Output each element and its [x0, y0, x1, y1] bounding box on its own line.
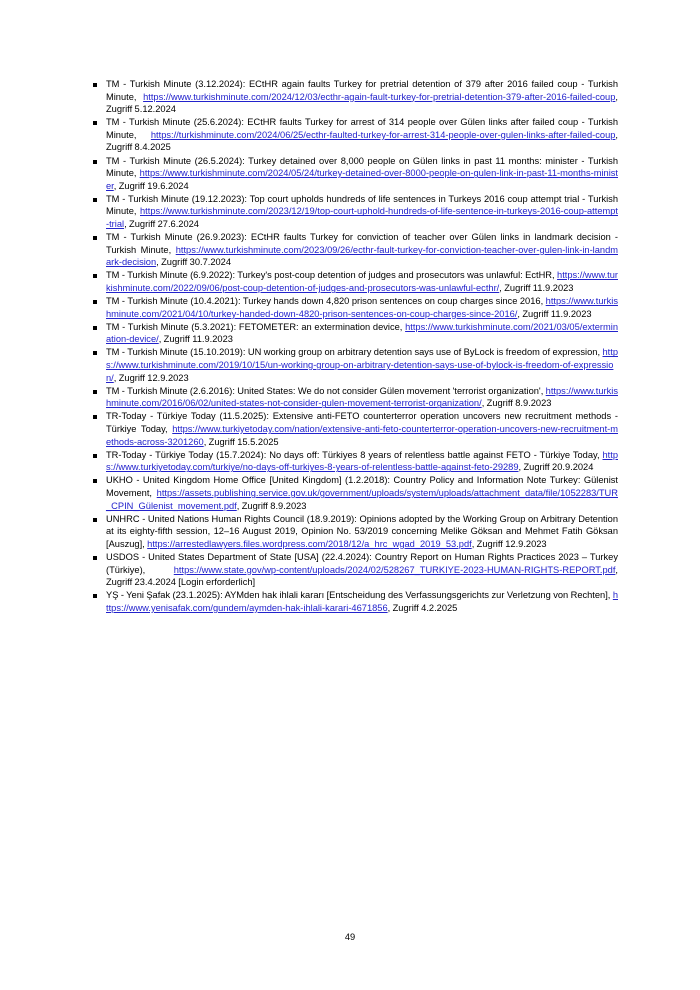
reference-access-note: , Zugriff 8.9.2023	[481, 398, 552, 409]
reference-link[interactable]: https://www.state.gov/wp-content/uploads/2024/02/528267_TURKIYE-2023-HUMAN-RIGHTS-REPORT.pdf	[173, 564, 616, 575]
reference-entry	[92, 474, 618, 512]
reference-link[interactable]: https://www.turkishminute.com/2019/10/15/un-working-group-on-arbitrary-detention-says-use-of-bylock-is-freedom-of-expression/	[106, 347, 618, 383]
reference-text: TM - Turkish Minute (25.6.2024): ECtHR faults Turkey for arrest of 314 people over Gülen links after failed coup - Turkish Minute,	[106, 117, 618, 140]
reference-access-note: , Zugriff 19.6.2024	[113, 180, 189, 191]
reference-list	[92, 78, 618, 614]
reference-entry	[92, 231, 618, 269]
reference-link[interactable]: https://www.turkishminute.com/2023/09/26/ecthr-fault-turkey-for-conviction-teacher-over-gulen-link-in-landmark-decision	[106, 244, 618, 268]
reference-access-note: , Zugriff 5.12.2024	[106, 91, 618, 115]
reference-text: TM - Turkish Minute (26.5.2024): Turkey detained over 8,000 people on Gülen links in past 11 months: minister - Turkish Minute,	[106, 155, 618, 179]
reference-access-note: , Zugriff 12.9.2023	[113, 372, 189, 383]
reference-link[interactable]: https://www.turkiyetoday.com/nation/extensive-anti-feto-counterterror-operation-uncovers-new-recruitment-methods-across-3201260	[106, 424, 618, 447]
reference-entry	[92, 269, 618, 294]
reference-text: UKHO - United Kingdom Home Office [United Kingdom] (1.2.2018): Country Policy and Information Note Turkey: Gülenist Movement,	[106, 475, 618, 498]
reference-link[interactable]: https://www.turkiyetoday.com/turkiye/no-days-off-turkiyes-8-years-of-relentless-battle-against-feto-29289	[106, 449, 618, 473]
reference-entry	[92, 78, 618, 116]
reference-text: TM - Turkish Minute (15.10.2019): UN working group on arbitrary detention says use of ByLock is freedom of expression,	[106, 347, 603, 358]
reference-link[interactable]: https://www.turkishminute.com/2024/12/03/ecthr-again-fault-turkey-for-pretrial-detention-379-after-2016-failed-coup	[143, 91, 616, 102]
reference-access-note: , Zugriff 11.9.2023	[158, 334, 233, 345]
reference-entry	[92, 410, 618, 448]
reference-text: YŞ - Yeni Şafak (23.1.2025): AYMden hak ihlali kararı [Entscheidung des Verfassungsgerichts zur Verletzung von Rechten],	[106, 590, 613, 601]
reference-access-note: , Zugriff 11.9.2023	[517, 308, 592, 319]
reference-text: UNHRC - United Nations Human Rights Council (18.9.2019): Opinions adopted by the Working Group on Arbitrary Detention at its eighty-fifth session, 12–16 August 2019, Opinion No. 53/2019 concerning Melike Göksan and Mehmet Fatih Göksan [Auszug],	[106, 513, 618, 549]
reference-text: TM - Turkish Minute (6.9.2022): Turkey's post-coup detention of judges and prosecutors was unlawful: EctHR,	[106, 270, 558, 281]
reference-entry	[92, 385, 618, 410]
reference-entry	[92, 295, 618, 320]
reference-link[interactable]: https://www.turkishminute.com/2016/06/02/united-states-not-consider-gulen-movement-terrorist-organization/	[106, 385, 618, 409]
reference-access-note: , Zugriff 20.9.2024	[518, 462, 594, 473]
reference-entry	[92, 193, 618, 231]
reference-entry	[92, 116, 618, 154]
reference-entry	[92, 449, 618, 474]
reference-text: TM - Turkish Minute (2.6.2016): United States: We do not consider Gülen movement 'terrorist organization',	[106, 385, 546, 396]
reference-access-note: , Zugriff 4.2.2025	[387, 602, 458, 613]
reference-text: TM - Turkish Minute (10.4.2021): Turkey hands down 4,820 prison sentences on coup charges since 2016,	[106, 296, 546, 307]
reference-entry	[92, 513, 618, 551]
reference-entry	[92, 589, 618, 614]
reference-entry	[92, 346, 618, 384]
reference-text: USDOS - United States Department of State [USA] (22.4.2024): Country Report on Human Rights Practices 2023 – Turkey (Türkiye),	[106, 551, 618, 575]
reference-text: TM - Turkish Minute (5.3.2021): FETOMETER: an extermination device,	[106, 321, 406, 332]
reference-link[interactable]: https://www.turkishminute.com/2021/04/10/turkey-handed-down-4820-prison-sentences-on-coup-charges-since-2016/	[106, 296, 618, 319]
reference-access-note: , Zugriff 12.9.2023	[471, 538, 547, 549]
reference-text: TM - Turkish Minute (3.12.2024): ECtHR again faults Turkey for pretrial detention of 379 after 2016 failed coup - Turkish Minute,	[106, 79, 618, 102]
reference-text: TM - Turkish Minute (19.12.2023): Top court upholds hundreds of life sentences in Turkeys 2016 coup attempt trial - Turkish Minute,	[106, 193, 618, 217]
reference-link[interactable]: https://www.turkishminute.com/2024/05/24/turkey-detained-over-8000-people-on-gulen-link-in-past-11-months-minister	[106, 168, 618, 191]
reference-text: TR-Today - Türkiye Today (15.7.2024): No days off: Türkiyes 8 years of relentless battle against FETO - Türkiye Today,	[106, 449, 603, 460]
reference-entry	[92, 321, 618, 346]
reference-access-note: , Zugriff 8.9.2023	[236, 500, 307, 511]
reference-entry	[92, 155, 618, 193]
reference-link[interactable]: https://www.turkishminute.com/2021/03/05/extermination-device/	[106, 321, 618, 345]
reference-access-note: , Zugriff 27.6.2024	[124, 219, 199, 230]
reference-link[interactable]: https://arrestedlawyers.files.wordpress.com/2018/12/a_hrc_wgad_2019_53.pdf	[147, 538, 472, 549]
reference-access-note: , Zugriff 15.5.2025	[203, 436, 279, 447]
reference-text: TM - Turkish Minute (26.9.2023): ECtHR faults Turkey for conviction of teacher over Gülen links in landmark decision - Turkish Minute,	[106, 232, 618, 255]
page-number: 49	[344, 932, 356, 942]
reference-access-note: , Zugriff 11.9.2023	[499, 283, 574, 293]
reference-access-note: , Zugriff 8.4.2025	[106, 129, 618, 153]
reference-text: TR-Today - Türkiye Today (11.5.2025): Extensive anti-FETO counterterror operation uncovers new recruitment methods - Türkiye Today,	[106, 411, 618, 435]
reference-link[interactable]: https://assets.publishing.service.gov.uk/government/uploads/system/uploads/attachment_data/file/1052283/TUR_CPIN_Gülenist_movement.pdf	[106, 488, 618, 511]
reference-link[interactable]: https://www.turkishminute.com/2022/09/06/post-coup-detention-of-judges-and-prosecutors-was-unlawful-ecthr/	[106, 270, 618, 293]
reference-entry	[92, 551, 618, 589]
reference-access-note: , Zugriff 23.4.2024 [Login erforderlich]	[106, 564, 618, 588]
reference-link[interactable]: https://turkishminute.com/2024/06/25/ecthr-faulted-turkey-for-arrest-314-people-over-gulen-links-after-failed-coup	[150, 129, 616, 140]
reference-link[interactable]: https://www.yenisafak.com/gundem/aymden-hak-ihlali-karari-4671856	[106, 590, 618, 613]
reference-access-note: , Zugriff 30.7.2024	[156, 257, 232, 268]
reference-link[interactable]: https://www.turkishminute.com/2023/12/19/top-court-uphold-hundreds-of-life-sentence-in-turkeys-2016-coup-attempt-trial	[106, 206, 618, 230]
